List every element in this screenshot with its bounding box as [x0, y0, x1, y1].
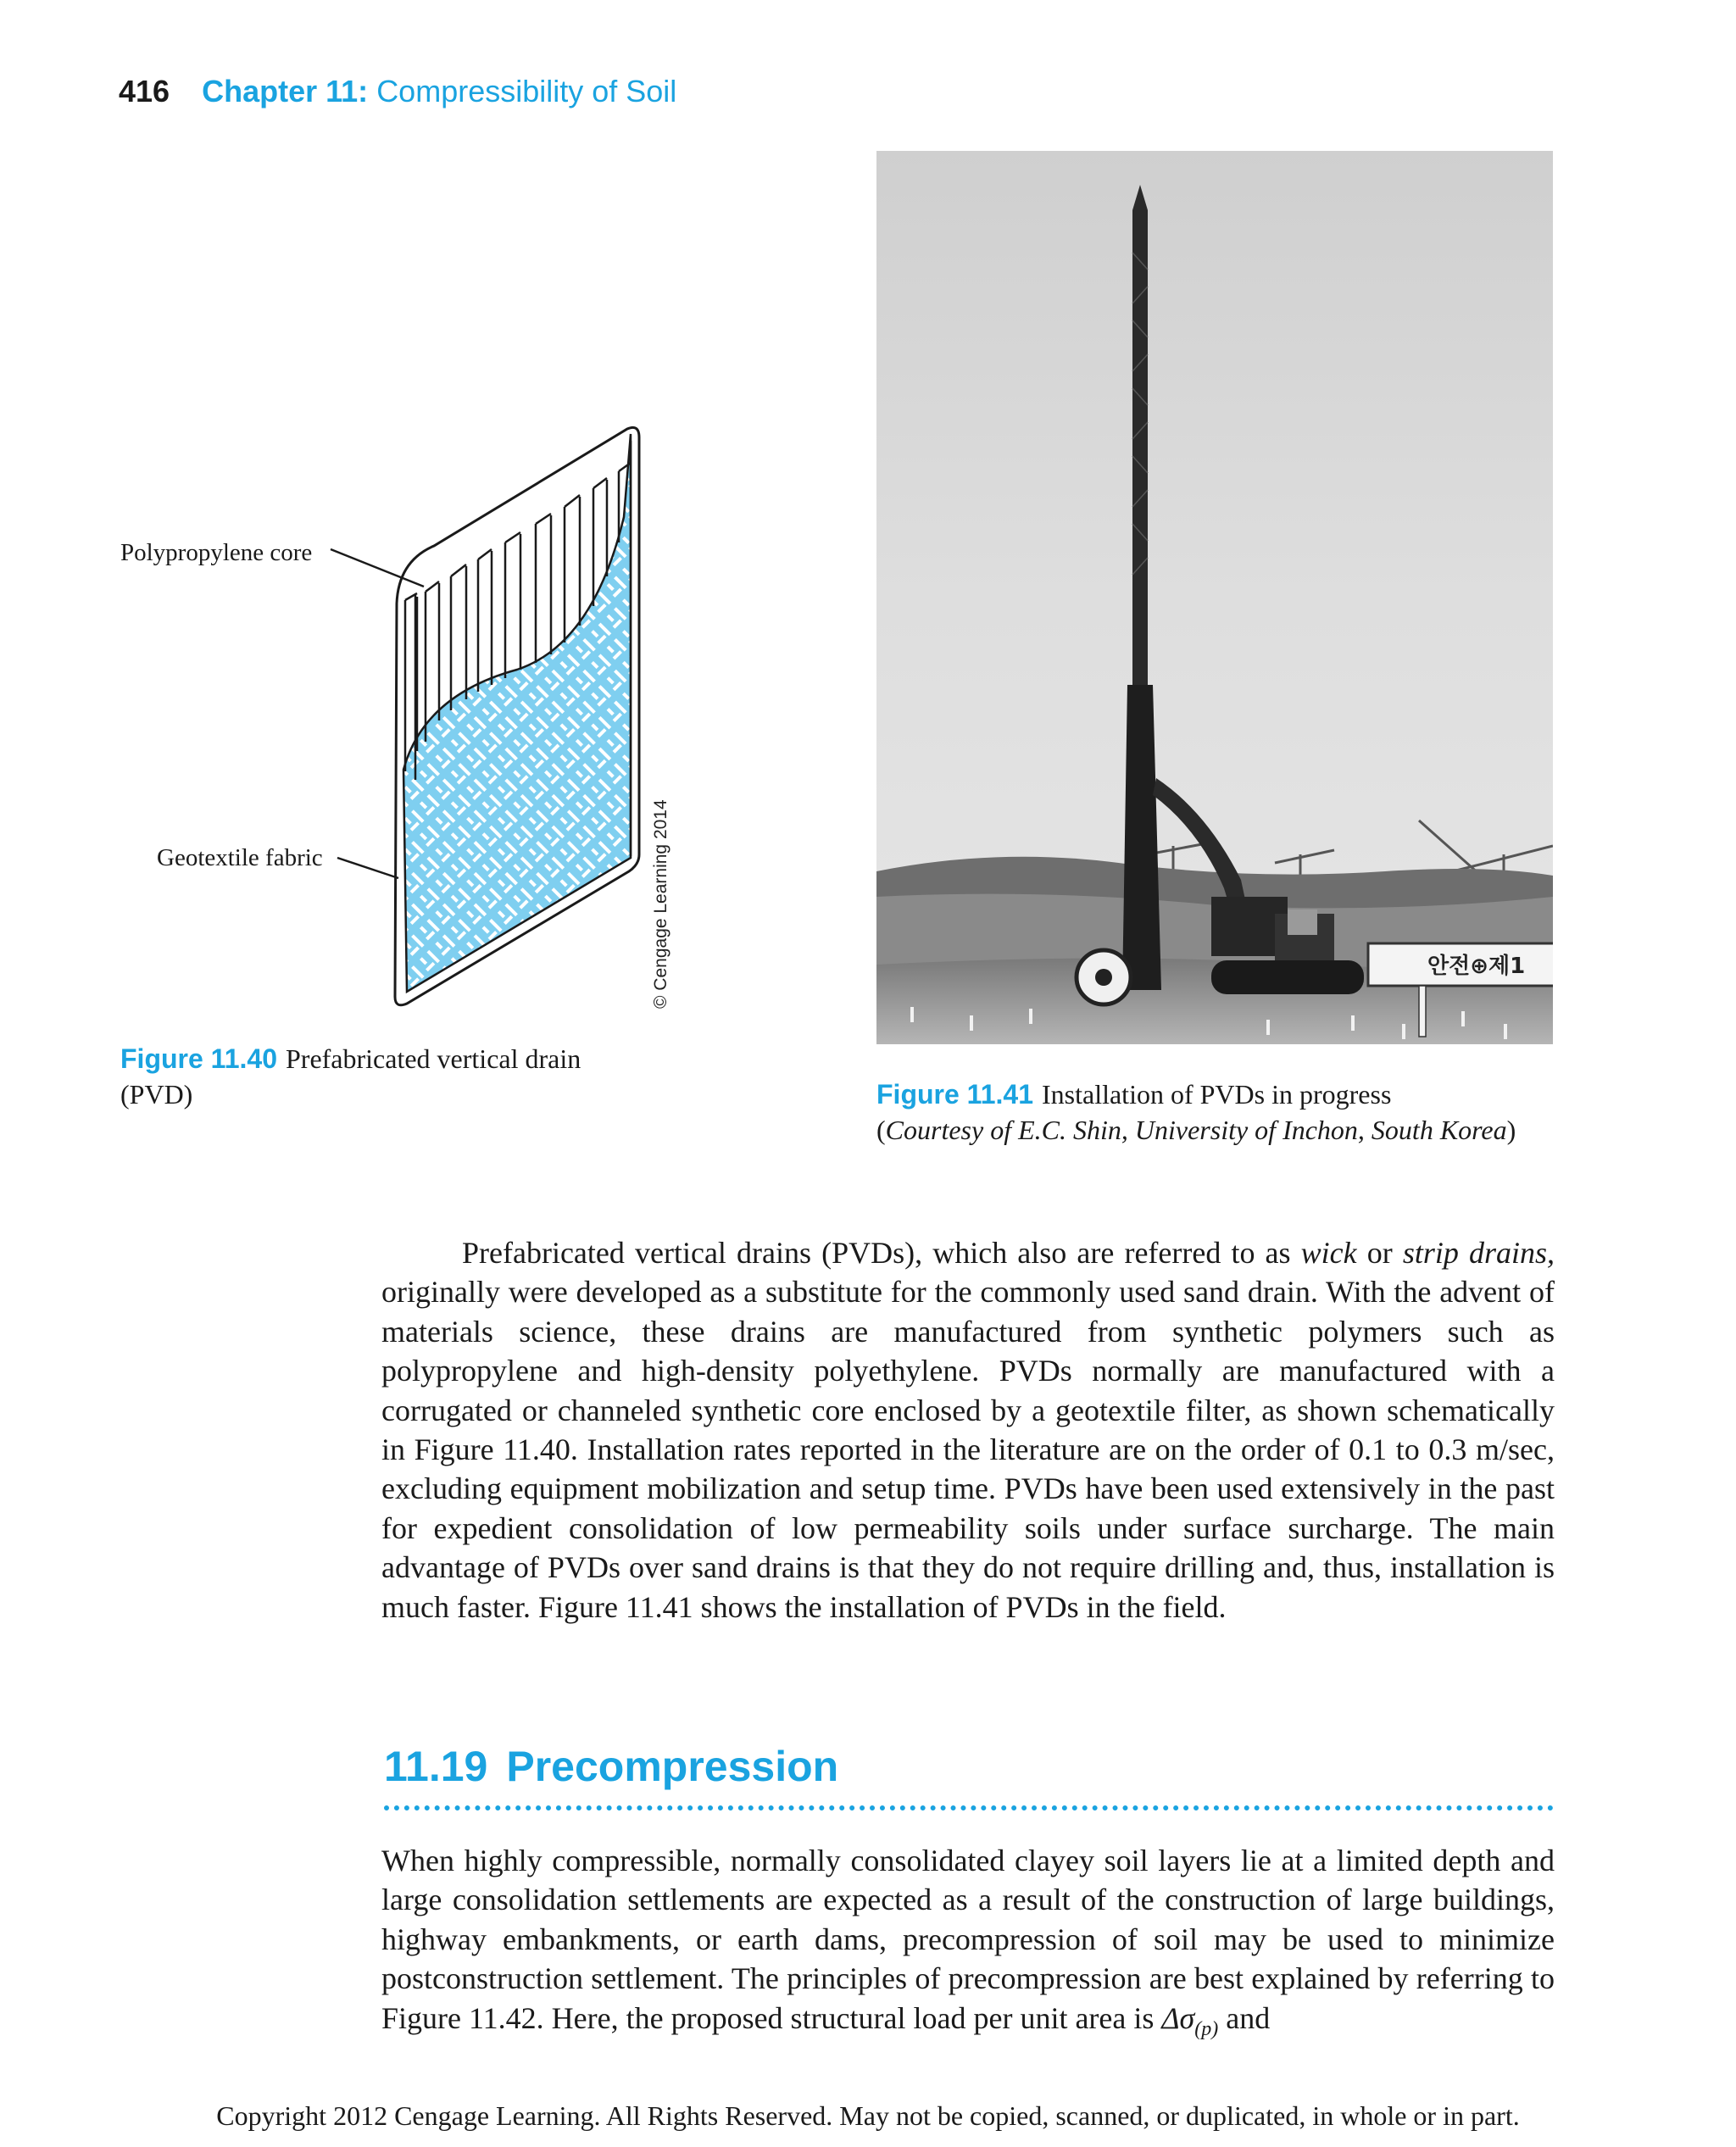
caption-text: Installation of PVDs in progress [1041, 1079, 1392, 1110]
chapter-label: Chapter 11: [202, 74, 369, 108]
sign-text: 안전⊕제1 [1427, 954, 1526, 979]
figure-11-40-caption [120, 1041, 646, 1112]
symbol-subscript: (p) [1194, 2017, 1219, 2040]
paragraph-text: When highly compressible, normally consolidated clayey soil layers lie at a limited depth and large consolidation settlements are expected as a result of the construction of large buildings, highway embankments, or earth dams, precompression of soil may be used to minimize postconstruction settlement. The principles of precompression are best explained by referring to Figure 11.42. Here, the proposed structural load per unit area is [381, 1844, 1555, 2035]
term-wick: wick [1300, 1236, 1357, 1270]
copyright-footer: Copyright 2012 Cengage Learning. All Rights Reserved. May not be copied, scanned, or duplicated, in whole or in part. [216, 2100, 1520, 2131]
paragraph-tail: and [1218, 2000, 1271, 2035]
figure-credit: © Cengage Learning 2014 [651, 799, 670, 1009]
caption-open-paren: ( [876, 1115, 886, 1145]
delta-sigma-symbol: Δσ [1161, 2000, 1195, 2035]
page-number: 416 [119, 74, 170, 108]
leader-geotextile [337, 858, 398, 878]
figure-label: Figure 11.41 [876, 1079, 1033, 1110]
figure-label: Figure 11.40 [120, 1043, 277, 1074]
figure-11-41-caption [876, 1076, 1529, 1148]
term-strip-drains: strip drains, [1402, 1236, 1555, 1270]
label-geotextile-fabric: Geotextile fabric [157, 844, 323, 871]
section-heading [384, 1741, 838, 1792]
running-header [119, 73, 676, 110]
caption-courtesy: Courtesy of E.C. Shin, University of Inchon, South Korea [885, 1115, 1507, 1145]
pvd-rig-photo [876, 151, 1553, 1044]
label-polypropylene-core: Polypropylene core [120, 539, 313, 566]
drain-reel [1077, 950, 1131, 1004]
paragraph-text: originally were developed as a substitute for the commonly used sand drain. With the advent of materials science, these drains are manufactured from synthetic polymers such as polypropylene and high-density polyethylene. PVDs normally are manufactured with a corrugated or channeled synthetic core enclosed by a geotextile filter, as shown schematically in Figure 11.40. Installation rates reported in the literature are on the order of 0.1 to 0.3 m/sec, excluding equipment mobilization and setup time. PVDs have been used extensively in the past for expedient consolidation of low permeability soils under surface surcharge. The main advantage of PVDs over sand drains is that they do not require drilling and, thus, installation is much faster. Figure 11.41 shows the installation of PVDs in the field. [381, 1275, 1555, 1624]
figure-11-41-photo [876, 151, 1553, 1044]
pvd-illustration [119, 415, 712, 1026]
section-title: Precompression [506, 1743, 839, 1790]
section-number: 11.19 [384, 1743, 488, 1790]
section-divider [384, 1805, 1554, 1810]
chapter-title: Compressibility of Soil [376, 74, 677, 108]
figure-11-40-drawing [119, 415, 712, 1026]
caption-close-paren: ) [1506, 1115, 1516, 1145]
body-paragraph-pvd [381, 1233, 1555, 1627]
paragraph-text: or [1356, 1236, 1403, 1270]
caption-text: Prefabricated vertical drain (PVD) [120, 1043, 581, 1110]
body-paragraph-precompression [381, 1841, 1555, 2049]
paragraph-text: Prefabricated vertical drains (PVDs), which also are referred to as [462, 1236, 1301, 1270]
